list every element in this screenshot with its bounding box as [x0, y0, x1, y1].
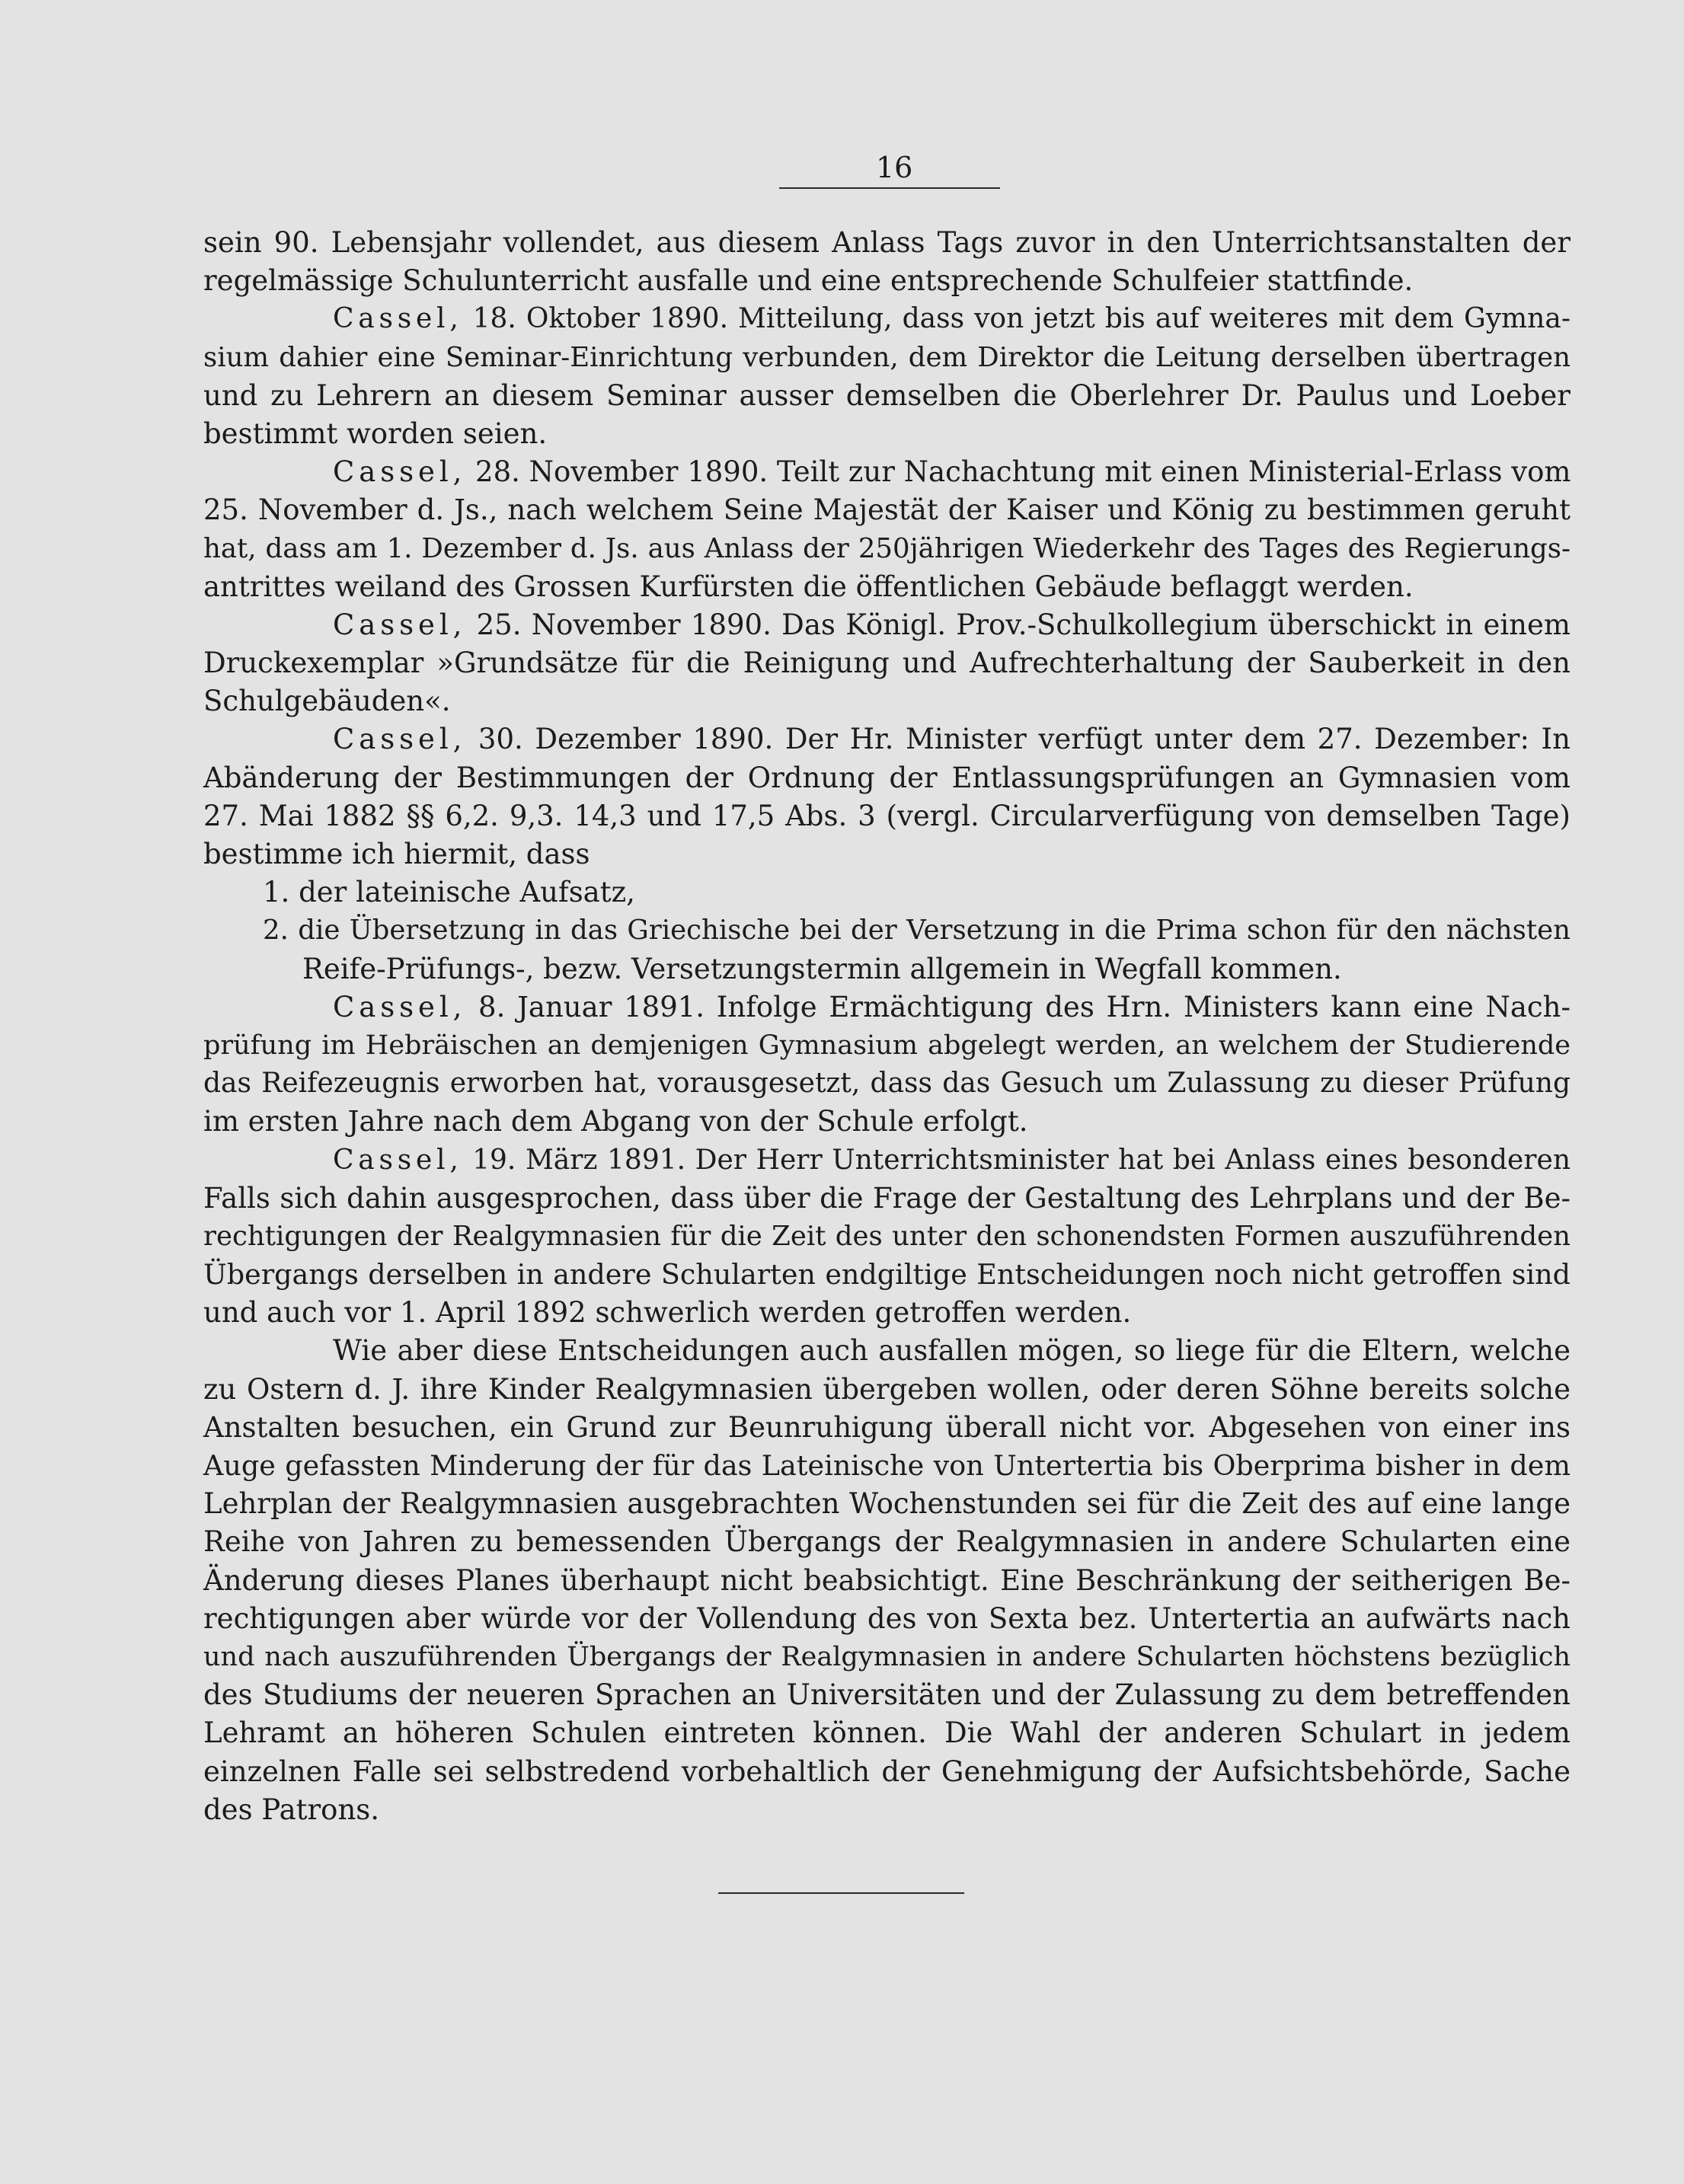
- entry-line: Cassel, 8. Januar 1891. Infolge Ermächtigung des Hrn. Ministers kann eine Nach-: [333, 990, 1571, 1023]
- list-item-continuation: Reife-Prüfungs-, bezw. Versetzungstermin allgemein in Wegfall kommen.: [302, 952, 1342, 985]
- text-line: und zu Lehrern an diesem Seminar ausser demselben die Oberlehrer Dr. Paulus und Loeber: [203, 378, 1571, 412]
- text-line: 25. November d. Js., nach welchem Seine Majestät der Kaiser und König zu bestimmen geruht: [203, 493, 1571, 527]
- text-line: zu Ostern d. J. ihre Kinder Realgymnasien übergeben wollen, oder deren Söhne bereits solche: [203, 1372, 1571, 1406]
- footer-rule: [718, 1892, 964, 1894]
- place-name: Cassel,: [333, 608, 467, 641]
- body-text: [203, 224, 1571, 1829]
- entry-line: Cassel, 25. November 1890. Das Königl. Prov.-Schulkollegium überschickt in einem: [333, 608, 1571, 641]
- place-name: Cassel,: [333, 303, 463, 335]
- text-line: antrittes weiland des Grossen Kurfürsten die öffentlichen Gebäude beflaggt werden.: [203, 570, 1414, 603]
- text-line: regelmässige Schulunterricht ausfalle und eine entsprechende Schulfeier stattfinde.: [203, 264, 1414, 298]
- text-line: Übergangs derselben in andere Schularten endgiltige Entscheidungen noch nicht getroffen sind: [203, 1258, 1571, 1292]
- place-name: Cassel,: [333, 1144, 463, 1176]
- place-name: Cassel,: [333, 723, 467, 756]
- text-line: Reihe von Jahren zu bemessenden Übergangs der Realgymnasien in andere Schularten eine: [203, 1525, 1571, 1559]
- text-line: einzelnen Falle sei selbstredend vorbehaltlich der Genehmigung der Aufsichtsbehörde, Sache: [203, 1755, 1571, 1788]
- text-line: das Reifezeugnis erworben hat, vorausgesetzt, dass das Gesuch um Zulassung zu dieser Prüfung: [203, 1068, 1571, 1100]
- text-line: prüfung im Hebräischen an demjenigen Gymnasium abgelegt werden, an welchem der Studierende: [203, 1030, 1571, 1061]
- text-line: sein 90. Lebensjahr vollendet, aus diesem Anlass Tags zuvor in den Unterrichtsanstalten der: [203, 226, 1571, 259]
- text-line: hat, dass am 1. Dezember d. Js. aus Anlass der 250jährigen Wiederkehr des Tages des Regierungs-: [203, 532, 1571, 564]
- text-line: im ersten Jahre nach dem Abgang von der Schule erfolgt.: [203, 1105, 1028, 1138]
- text-line: Druckexemplar »Grundsätze für die Reinigung und Aufrechterhaltung der Sauberkeit in den: [203, 647, 1571, 680]
- text-line: bestimme ich hiermit, dass: [203, 838, 590, 870]
- list-item: 1. der lateinische Aufsatz,: [263, 876, 635, 909]
- text-line: Schulgebäuden«.: [203, 685, 451, 718]
- entry-line: Cassel, 28. November 1890. Teilt zur Nachachtung mit einen Ministerial-Erlass vom: [333, 455, 1571, 489]
- text-line: 27. Mai 1882 §§ 6,2. 9,3. 14,3 und 17,5 Abs. 3 (vergl. Circularverfügung von demselben Tage): [203, 799, 1571, 832]
- text-line: bestimmt worden seien.: [203, 417, 548, 450]
- text-line: Falls sich dahin ausgesprochen, dass über die Frage der Gestaltung des Lehrplans und der Be-: [203, 1181, 1571, 1215]
- paragraph-first-line: Wie aber diese Entscheidungen auch ausfallen mögen, so liege für die Eltern, welche: [333, 1334, 1571, 1368]
- entry-line: Cassel, 19. März 1891. Der Herr Unterrichtsminister hat bei Anlass eines besonderen: [333, 1144, 1571, 1176]
- text-line: Lehramt an höheren Schulen eintreten können. Die Wahl der anderen Schulart in jedem: [203, 1716, 1571, 1750]
- text-line: des Patrons.: [203, 1793, 380, 1826]
- page-number: 16: [876, 151, 913, 184]
- place-name: Cassel,: [333, 455, 467, 489]
- text-line: rechtigungen aber würde vor der Vollendung des von Sexta bez. Untertertia an aufwärts nach: [203, 1601, 1571, 1635]
- header-rule: [779, 187, 1000, 189]
- text-line: Lehrplan der Realgymnasien ausgebrachten Wochenstunden sei für die Zeit des auf eine lange: [203, 1487, 1571, 1521]
- text-line: Anstalten besuchen, ein Grund zur Beunruhigung überall nicht vor. Abgesehen von einer ins: [203, 1410, 1571, 1444]
- text-line: Auge gefassten Minderung der für das Lateinische von Untertertia bis Oberprima bisher in dem: [203, 1449, 1571, 1482]
- entry-line: Cassel, 30. Dezember 1890. Der Hr. Minister verfügt unter dem 27. Dezember: In: [333, 723, 1571, 756]
- text-line: rechtigungen der Realgymnasien für die Zeit des unter den schonendsten Formen auszuführenden: [203, 1220, 1571, 1252]
- text-line: Abänderung der Bestimmungen der Ordnung der Entlassungsprüfungen an Gymnasien vom: [203, 761, 1571, 794]
- place-name: Cassel,: [333, 990, 467, 1023]
- entry-line: Cassel, 18. Oktober 1890. Mitteilung, dass von jetzt bis auf weiteres mit dem Gymna-: [333, 303, 1571, 335]
- text-line: des Studiums der neueren Sprachen an Universitäten und der Zulassung zu dem betreffenden: [203, 1678, 1571, 1712]
- list-item: 2. die Übersetzung in das Griechische bei der Versetzung in die Prima schon für den nächsten: [263, 915, 1571, 947]
- text-line: Änderung dieses Planes überhaupt nicht beabsichtigt. Eine Beschränkung der seitherigen Be-: [203, 1563, 1571, 1597]
- text-line: und nach auszuführenden Übergangs der Realgymnasien in andere Schularten höchstens bezüglich: [203, 1641, 1571, 1672]
- text-line: sium dahier eine Seminar-Einrichtung verbunden, dem Direktor die Leitung derselben übertragen: [203, 341, 1571, 373]
- text-line: und auch vor 1. April 1892 schwerlich werden getroffen werden.: [203, 1296, 1132, 1330]
